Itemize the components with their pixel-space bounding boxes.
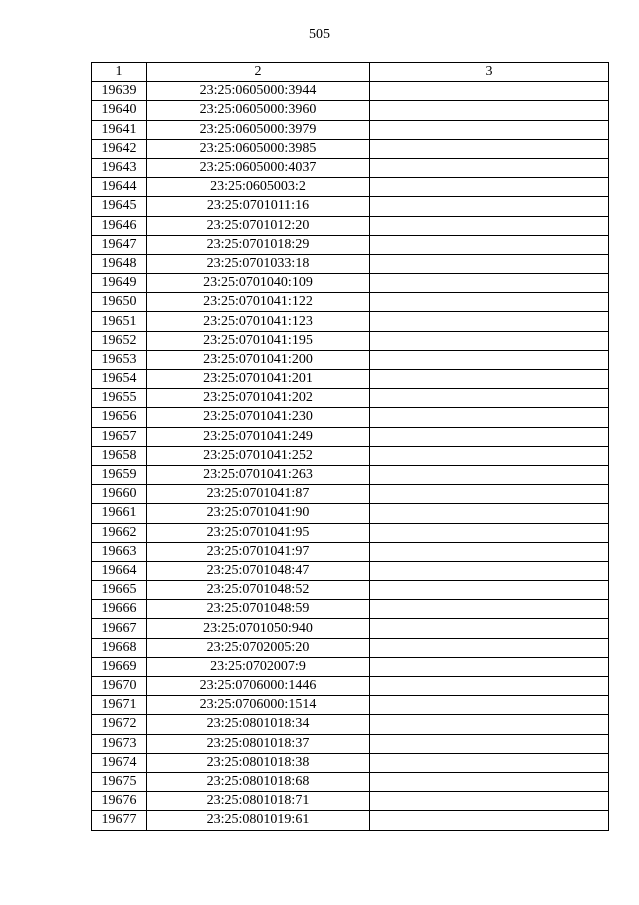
table-row — [92, 753, 609, 772]
table-row — [92, 677, 609, 696]
table-cell-col-3 — [370, 657, 609, 676]
table-cell-col-2: 23:25:0701041:95 — [147, 523, 370, 542]
table-cell-col-1: 19671 — [92, 696, 147, 715]
column-header-1: 1 — [92, 63, 147, 82]
table-cell-col-2: 23:25:0701048:47 — [147, 561, 370, 580]
table-cell-col-2: 23:25:0701048:59 — [147, 600, 370, 619]
table-cell-col-1: 19672 — [92, 715, 147, 734]
table-header-row — [92, 63, 609, 82]
table-cell-col-2: 23:25:0701041:90 — [147, 504, 370, 523]
table-cell-col-3 — [370, 197, 609, 216]
table-cell-col-3 — [370, 600, 609, 619]
column-header-3: 3 — [370, 63, 609, 82]
table-cell-col-1: 19642 — [92, 139, 147, 158]
table-row — [92, 542, 609, 561]
table-cell-col-2: 23:25:0702007:9 — [147, 657, 370, 676]
table-cell-col-3 — [370, 696, 609, 715]
table-cell-col-3 — [370, 561, 609, 580]
table-cell-col-1: 19654 — [92, 370, 147, 389]
table-cell-col-1: 19639 — [92, 82, 147, 101]
table-cell-col-2: 23:25:0701040:109 — [147, 274, 370, 293]
table-cell-col-2: 23:25:0701041:263 — [147, 465, 370, 484]
table-cell-col-3 — [370, 677, 609, 696]
table-cell-col-1: 19652 — [92, 331, 147, 350]
table-row — [92, 734, 609, 753]
table-cell-col-3 — [370, 312, 609, 331]
table-row — [92, 772, 609, 791]
table-row — [92, 139, 609, 158]
table-cell-col-1: 19655 — [92, 389, 147, 408]
table-row — [92, 792, 609, 811]
table-cell-col-2: 23:25:0701041:202 — [147, 389, 370, 408]
table-cell-col-3 — [370, 753, 609, 772]
table-cell-col-3 — [370, 581, 609, 600]
table-cell-col-3 — [370, 389, 609, 408]
table-cell-col-3 — [370, 811, 609, 830]
table-cell-col-3 — [370, 792, 609, 811]
table-body — [92, 82, 609, 830]
table-row — [92, 158, 609, 177]
table-cell-col-2: 23:25:0701041:122 — [147, 293, 370, 312]
table-cell-col-3 — [370, 293, 609, 312]
table-cell-col-3 — [370, 158, 609, 177]
table-cell-col-1: 19667 — [92, 619, 147, 638]
table-cell-col-2: 23:25:0706000:1514 — [147, 696, 370, 715]
table-row — [92, 465, 609, 484]
table-cell-col-3 — [370, 178, 609, 197]
table-cell-col-2: 23:25:0801018:37 — [147, 734, 370, 753]
table-cell-col-1: 19663 — [92, 542, 147, 561]
table-cell-col-2: 23:25:0605000:3979 — [147, 120, 370, 139]
table-cell-col-2: 23:25:0701050:940 — [147, 619, 370, 638]
table-cell-col-3 — [370, 408, 609, 427]
table-row — [92, 254, 609, 273]
table-cell-col-1: 19669 — [92, 657, 147, 676]
table-cell-col-1: 19646 — [92, 216, 147, 235]
table-cell-col-1: 19668 — [92, 638, 147, 657]
table-cell-col-3 — [370, 485, 609, 504]
table-row — [92, 715, 609, 734]
table-cell-col-2: 23:25:0701018:29 — [147, 235, 370, 254]
table-cell-col-1: 19662 — [92, 523, 147, 542]
table-cell-col-3 — [370, 542, 609, 561]
table-row — [92, 101, 609, 120]
data-table — [91, 62, 609, 831]
table-cell-col-3 — [370, 370, 609, 389]
table-cell-col-2: 23:25:0701041:200 — [147, 350, 370, 369]
page-number: 505 — [309, 27, 330, 42]
table-row — [92, 216, 609, 235]
table-cell-col-3 — [370, 734, 609, 753]
table-row — [92, 312, 609, 331]
table-row — [92, 82, 609, 101]
table-row — [92, 408, 609, 427]
column-header-2: 2 — [147, 63, 370, 82]
table-cell-col-1: 19661 — [92, 504, 147, 523]
table-cell-col-3 — [370, 82, 609, 101]
table-cell-col-3 — [370, 772, 609, 791]
table-cell-col-1: 19641 — [92, 120, 147, 139]
table-cell-col-1: 19673 — [92, 734, 147, 753]
table-cell-col-2: 23:25:0605000:4037 — [147, 158, 370, 177]
table-cell-col-1: 19656 — [92, 408, 147, 427]
table-cell-col-1: 19675 — [92, 772, 147, 791]
table-row — [92, 581, 609, 600]
table-cell-col-2: 23:25:0605000:3985 — [147, 139, 370, 158]
table-cell-col-1: 19665 — [92, 581, 147, 600]
table-row — [92, 350, 609, 369]
table-cell-col-2: 23:25:0701041:195 — [147, 331, 370, 350]
table-cell-col-2: 23:25:0701033:18 — [147, 254, 370, 273]
table-cell-col-3 — [370, 331, 609, 350]
table-cell-col-2: 23:25:0701041:230 — [147, 408, 370, 427]
table-cell-col-1: 19647 — [92, 235, 147, 254]
table-cell-col-3 — [370, 235, 609, 254]
table-cell-col-2: 23:25:0702005:20 — [147, 638, 370, 657]
table-row — [92, 427, 609, 446]
table-cell-col-1: 19660 — [92, 485, 147, 504]
table-row — [92, 274, 609, 293]
table-cell-col-2: 23:25:0801018:38 — [147, 753, 370, 772]
table-cell-col-3 — [370, 523, 609, 542]
table-row — [92, 197, 609, 216]
table-cell-col-2: 23:25:0801019:61 — [147, 811, 370, 830]
table-cell-col-3 — [370, 101, 609, 120]
table-row — [92, 504, 609, 523]
table-row — [92, 446, 609, 465]
table-cell-col-2: 23:25:0801018:68 — [147, 772, 370, 791]
table-row — [92, 370, 609, 389]
table-cell-col-1: 19643 — [92, 158, 147, 177]
table-cell-col-1: 19649 — [92, 274, 147, 293]
table-cell-col-3 — [370, 139, 609, 158]
table-cell-col-1: 19650 — [92, 293, 147, 312]
table-cell-col-3 — [370, 254, 609, 273]
table-cell-col-1: 19674 — [92, 753, 147, 772]
table-cell-col-1: 19659 — [92, 465, 147, 484]
table-row — [92, 293, 609, 312]
table-row — [92, 696, 609, 715]
table-cell-col-1: 19648 — [92, 254, 147, 273]
table-cell-col-2: 23:25:0701048:52 — [147, 581, 370, 600]
table-cell-col-3 — [370, 427, 609, 446]
table-row — [92, 638, 609, 657]
table-cell-col-1: 19676 — [92, 792, 147, 811]
table-cell-col-2: 23:25:0605000:3960 — [147, 101, 370, 120]
table-cell-col-1: 19653 — [92, 350, 147, 369]
table-cell-col-1: 19664 — [92, 561, 147, 580]
table-cell-col-3 — [370, 504, 609, 523]
table-row — [92, 561, 609, 580]
table-cell-col-3 — [370, 638, 609, 657]
table-cell-col-2: 23:25:0801018:71 — [147, 792, 370, 811]
table-row — [92, 811, 609, 830]
table-row — [92, 178, 609, 197]
table-row — [92, 389, 609, 408]
table-cell-col-2: 23:25:0701041:252 — [147, 446, 370, 465]
table-cell-col-3 — [370, 619, 609, 638]
table-cell-col-1: 19657 — [92, 427, 147, 446]
table-cell-col-1: 19670 — [92, 677, 147, 696]
table-row — [92, 600, 609, 619]
table-cell-col-1: 19677 — [92, 811, 147, 830]
table-cell-col-2: 23:25:0701012:20 — [147, 216, 370, 235]
table-cell-col-2: 23:25:0701041:123 — [147, 312, 370, 331]
table-cell-col-2: 23:25:0701041:249 — [147, 427, 370, 446]
table-cell-col-3 — [370, 465, 609, 484]
table-cell-col-2: 23:25:0701011:16 — [147, 197, 370, 216]
table-cell-col-2: 23:25:0706000:1446 — [147, 677, 370, 696]
table-cell-col-2: 23:25:0701041:201 — [147, 370, 370, 389]
table-cell-col-1: 19644 — [92, 178, 147, 197]
table-row — [92, 657, 609, 676]
table-cell-col-1: 19640 — [92, 101, 147, 120]
table-cell-col-1: 19651 — [92, 312, 147, 331]
table-row — [92, 120, 609, 139]
table-row — [92, 523, 609, 542]
table-cell-col-3 — [370, 216, 609, 235]
table-cell-col-3 — [370, 446, 609, 465]
table-cell-col-1: 19645 — [92, 197, 147, 216]
table-row — [92, 619, 609, 638]
table-cell-col-1: 19666 — [92, 600, 147, 619]
table-cell-col-2: 23:25:0701041:87 — [147, 485, 370, 504]
table-cell-col-3 — [370, 274, 609, 293]
table-cell-col-2: 23:25:0605000:3944 — [147, 82, 370, 101]
table-row — [92, 235, 609, 254]
table-cell-col-2: 23:25:0701041:97 — [147, 542, 370, 561]
table-cell-col-3 — [370, 350, 609, 369]
table-row — [92, 331, 609, 350]
table-cell-col-2: 23:25:0801018:34 — [147, 715, 370, 734]
table-cell-col-3 — [370, 120, 609, 139]
table-row — [92, 485, 609, 504]
table-cell-col-1: 19658 — [92, 446, 147, 465]
table-cell-col-2: 23:25:0605003:2 — [147, 178, 370, 197]
table-cell-col-3 — [370, 715, 609, 734]
